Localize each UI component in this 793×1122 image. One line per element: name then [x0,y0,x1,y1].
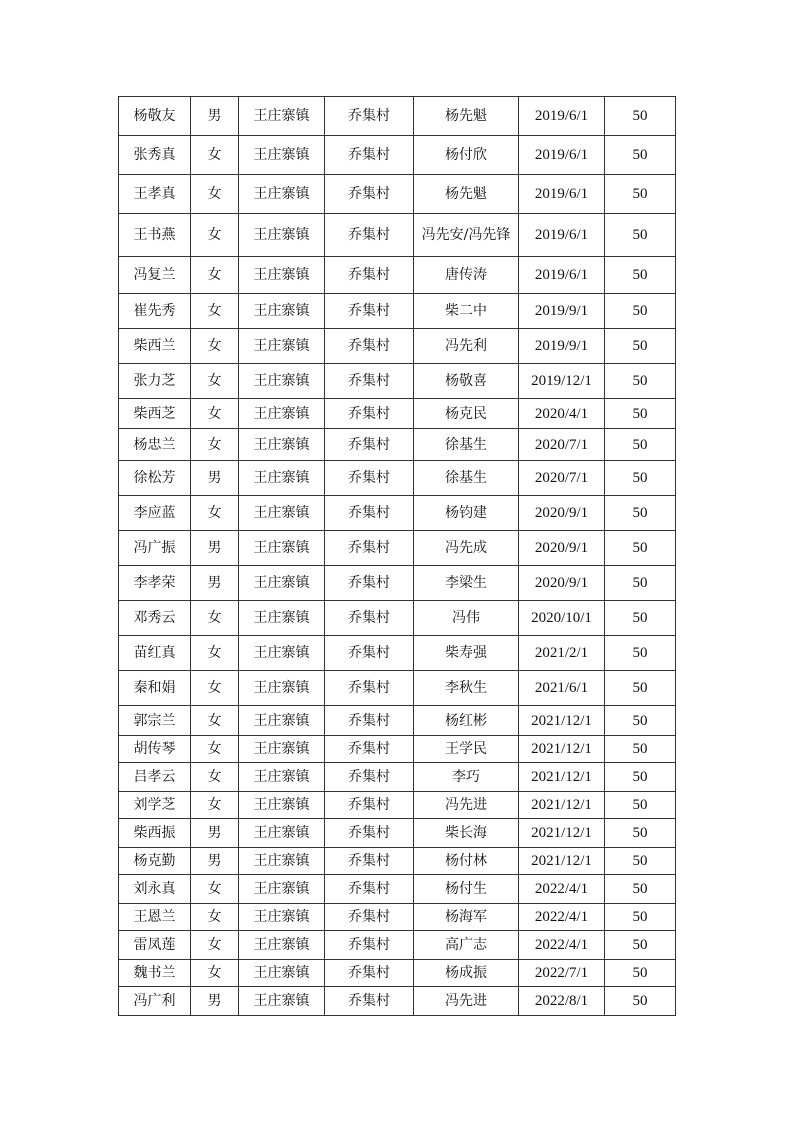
town-cell: 王庄寨镇 [239,819,325,848]
date-cell: 2021/12/1 [519,792,605,819]
village-cell: 乔集村 [325,257,414,294]
town-cell: 王庄寨镇 [239,931,325,960]
contact-cell: 冯先成 [414,531,519,566]
contact-cell: 杨付欣 [414,136,519,175]
town-cell: 王庄寨镇 [239,736,325,763]
table-row [119,399,676,429]
gender-cell: 女 [191,329,239,364]
contact-cell: 柴长海 [414,819,519,848]
table-row [119,671,676,706]
date-cell: 2021/12/1 [519,706,605,736]
contact-cell: 杨海军 [414,904,519,931]
table-row [119,931,676,960]
gender-cell: 女 [191,214,239,257]
amount-cell: 50 [605,257,676,294]
table-row [119,175,676,214]
contact-cell: 杨敬喜 [414,364,519,399]
town-cell: 王庄寨镇 [239,257,325,294]
gender-cell: 女 [191,429,239,461]
gender-cell: 女 [191,931,239,960]
town-cell: 王庄寨镇 [239,792,325,819]
town-cell: 王庄寨镇 [239,706,325,736]
date-cell: 2019/9/1 [519,329,605,364]
table-row [119,987,676,1016]
town-cell: 王庄寨镇 [239,496,325,531]
village-cell: 乔集村 [325,987,414,1016]
contact-cell: 杨付生 [414,875,519,904]
contact-cell: 冯伟 [414,601,519,636]
table-row [119,792,676,819]
table-row [119,875,676,904]
person-name-cell: 李应蓝 [119,496,191,531]
gender-cell: 女 [191,706,239,736]
table-row [119,601,676,636]
date-cell: 2020/4/1 [519,399,605,429]
town-cell: 王庄寨镇 [239,904,325,931]
contact-cell: 徐基生 [414,461,519,496]
village-cell: 乔集村 [325,97,414,136]
person-name-cell: 张力芝 [119,364,191,399]
table-row [119,257,676,294]
town-cell: 王庄寨镇 [239,763,325,792]
town-cell: 王庄寨镇 [239,97,325,136]
gender-cell: 男 [191,531,239,566]
town-cell: 王庄寨镇 [239,329,325,364]
town-cell: 王庄寨镇 [239,875,325,904]
gender-cell: 女 [191,175,239,214]
amount-cell: 50 [605,175,676,214]
person-name-cell: 王书燕 [119,214,191,257]
amount-cell: 50 [605,987,676,1016]
date-cell: 2019/12/1 [519,364,605,399]
date-cell: 2020/9/1 [519,531,605,566]
table-row [119,736,676,763]
amount-cell: 50 [605,531,676,566]
date-cell: 2021/6/1 [519,671,605,706]
village-cell: 乔集村 [325,175,414,214]
table-row [119,136,676,175]
village-cell: 乔集村 [325,706,414,736]
date-cell: 2020/9/1 [519,566,605,601]
table-row [119,904,676,931]
amount-cell: 50 [605,931,676,960]
town-cell: 王庄寨镇 [239,531,325,566]
village-cell: 乔集村 [325,601,414,636]
table-row [119,566,676,601]
town-cell: 王庄寨镇 [239,636,325,671]
date-cell: 2019/9/1 [519,294,605,329]
gender-cell: 男 [191,819,239,848]
contact-cell: 李秋生 [414,671,519,706]
person-name-cell: 吕孝云 [119,763,191,792]
contact-cell: 杨付林 [414,848,519,875]
amount-cell: 50 [605,819,676,848]
amount-cell: 50 [605,97,676,136]
person-name-cell: 李孝荣 [119,566,191,601]
person-name-cell: 冯广振 [119,531,191,566]
contact-cell: 杨先魁 [414,175,519,214]
date-cell: 2021/2/1 [519,636,605,671]
table-row [119,706,676,736]
person-name-cell: 冯广利 [119,987,191,1016]
table-row [119,496,676,531]
contact-cell: 柴二中 [414,294,519,329]
town-cell: 王庄寨镇 [239,136,325,175]
town-cell: 王庄寨镇 [239,294,325,329]
village-cell: 乔集村 [325,294,414,329]
gender-cell: 女 [191,136,239,175]
date-cell: 2019/6/1 [519,136,605,175]
town-cell: 王庄寨镇 [239,601,325,636]
gender-cell: 女 [191,736,239,763]
date-cell: 2019/6/1 [519,257,605,294]
village-cell: 乔集村 [325,364,414,399]
date-cell: 2021/12/1 [519,819,605,848]
table-body [119,97,676,1016]
town-cell: 王庄寨镇 [239,566,325,601]
person-name-cell: 杨克勤 [119,848,191,875]
contact-cell: 杨克民 [414,399,519,429]
gender-cell: 男 [191,566,239,601]
contact-cell: 李巧 [414,763,519,792]
person-name-cell: 刘学芝 [119,792,191,819]
amount-cell: 50 [605,736,676,763]
town-cell: 王庄寨镇 [239,214,325,257]
village-cell: 乔集村 [325,931,414,960]
person-name-cell: 魏书兰 [119,960,191,987]
gender-cell: 女 [191,399,239,429]
table-row [119,819,676,848]
date-cell: 2022/4/1 [519,875,605,904]
amount-cell: 50 [605,429,676,461]
contact-cell: 柴寿强 [414,636,519,671]
amount-cell: 50 [605,671,676,706]
date-cell: 2021/12/1 [519,848,605,875]
village-cell: 乔集村 [325,960,414,987]
table-row [119,329,676,364]
table-row [119,763,676,792]
village-cell: 乔集村 [325,329,414,364]
date-cell: 2020/7/1 [519,461,605,496]
date-cell: 2021/12/1 [519,736,605,763]
contact-cell: 冯先进 [414,792,519,819]
amount-cell: 50 [605,792,676,819]
person-name-cell: 雷凤莲 [119,931,191,960]
amount-cell: 50 [605,601,676,636]
village-cell: 乔集村 [325,636,414,671]
amount-cell: 50 [605,960,676,987]
person-name-cell: 崔先秀 [119,294,191,329]
person-name-cell: 柴西兰 [119,329,191,364]
table-row [119,531,676,566]
amount-cell: 50 [605,875,676,904]
contact-cell: 冯先利 [414,329,519,364]
person-name-cell: 杨敬友 [119,97,191,136]
gender-cell: 女 [191,294,239,329]
contact-cell: 杨先魁 [414,97,519,136]
gender-cell: 女 [191,257,239,294]
date-cell: 2019/6/1 [519,97,605,136]
person-name-cell: 胡传琴 [119,736,191,763]
gender-cell: 女 [191,875,239,904]
town-cell: 王庄寨镇 [239,461,325,496]
town-cell: 王庄寨镇 [239,671,325,706]
table-row [119,214,676,257]
date-cell: 2020/10/1 [519,601,605,636]
village-cell: 乔集村 [325,819,414,848]
table-row [119,97,676,136]
table-row [119,848,676,875]
table-row [119,960,676,987]
person-name-cell: 郭宗兰 [119,706,191,736]
gender-cell: 女 [191,960,239,987]
date-cell: 2022/7/1 [519,960,605,987]
gender-cell: 男 [191,461,239,496]
town-cell: 王庄寨镇 [239,429,325,461]
date-cell: 2020/7/1 [519,429,605,461]
person-name-cell: 秦和娟 [119,671,191,706]
gender-cell: 女 [191,904,239,931]
table-row [119,429,676,461]
person-name-cell: 刘永真 [119,875,191,904]
contact-cell: 冯先进 [414,987,519,1016]
person-name-cell: 柴西振 [119,819,191,848]
gender-cell: 女 [191,601,239,636]
gender-cell: 女 [191,364,239,399]
date-cell: 2019/6/1 [519,214,605,257]
village-cell: 乔集村 [325,136,414,175]
village-cell: 乔集村 [325,671,414,706]
date-cell: 2021/12/1 [519,763,605,792]
date-cell: 2020/9/1 [519,496,605,531]
person-name-cell: 张秀真 [119,136,191,175]
village-cell: 乔集村 [325,848,414,875]
table-row [119,636,676,671]
gender-cell: 男 [191,97,239,136]
amount-cell: 50 [605,763,676,792]
date-cell: 2022/4/1 [519,931,605,960]
contact-cell: 李梁生 [414,566,519,601]
contact-cell: 杨成振 [414,960,519,987]
amount-cell: 50 [605,496,676,531]
amount-cell: 50 [605,364,676,399]
gender-cell: 女 [191,496,239,531]
town-cell: 王庄寨镇 [239,848,325,875]
village-cell: 乔集村 [325,531,414,566]
town-cell: 王庄寨镇 [239,364,325,399]
village-cell: 乔集村 [325,461,414,496]
gender-cell: 男 [191,848,239,875]
village-cell: 乔集村 [325,904,414,931]
contact-cell: 唐传涛 [414,257,519,294]
gender-cell: 女 [191,636,239,671]
person-name-cell: 苗红真 [119,636,191,671]
contact-cell: 冯先安/冯先锋 [414,214,519,257]
contact-cell: 王学民 [414,736,519,763]
amount-cell: 50 [605,636,676,671]
person-name-cell: 邓秀云 [119,601,191,636]
village-cell: 乔集村 [325,566,414,601]
amount-cell: 50 [605,461,676,496]
town-cell: 王庄寨镇 [239,960,325,987]
gender-cell: 女 [191,671,239,706]
person-name-cell: 徐松芳 [119,461,191,496]
amount-cell: 50 [605,136,676,175]
contact-cell: 杨红彬 [414,706,519,736]
village-cell: 乔集村 [325,429,414,461]
gender-cell: 女 [191,792,239,819]
village-cell: 乔集村 [325,875,414,904]
person-name-cell: 王恩兰 [119,904,191,931]
village-cell: 乔集村 [325,763,414,792]
amount-cell: 50 [605,848,676,875]
gender-cell: 女 [191,763,239,792]
date-cell: 2022/8/1 [519,987,605,1016]
person-name-cell: 冯复兰 [119,257,191,294]
village-cell: 乔集村 [325,399,414,429]
table-row [119,294,676,329]
contact-cell: 高广志 [414,931,519,960]
amount-cell: 50 [605,706,676,736]
amount-cell: 50 [605,214,676,257]
village-cell: 乔集村 [325,496,414,531]
date-cell: 2019/6/1 [519,175,605,214]
amount-cell: 50 [605,904,676,931]
village-cell: 乔集村 [325,214,414,257]
person-name-cell: 杨忠兰 [119,429,191,461]
contact-cell: 徐基生 [414,429,519,461]
amount-cell: 50 [605,399,676,429]
town-cell: 王庄寨镇 [239,987,325,1016]
town-cell: 王庄寨镇 [239,175,325,214]
person-name-cell: 王孝真 [119,175,191,214]
gender-cell: 男 [191,987,239,1016]
date-cell: 2022/4/1 [519,904,605,931]
amount-cell: 50 [605,294,676,329]
town-cell: 王庄寨镇 [239,399,325,429]
subsidy-table [118,96,676,1016]
contact-cell: 杨钧建 [414,496,519,531]
village-cell: 乔集村 [325,792,414,819]
person-name-cell: 柴西芝 [119,399,191,429]
amount-cell: 50 [605,566,676,601]
village-cell: 乔集村 [325,736,414,763]
table-row [119,461,676,496]
amount-cell: 50 [605,329,676,364]
table-row [119,364,676,399]
